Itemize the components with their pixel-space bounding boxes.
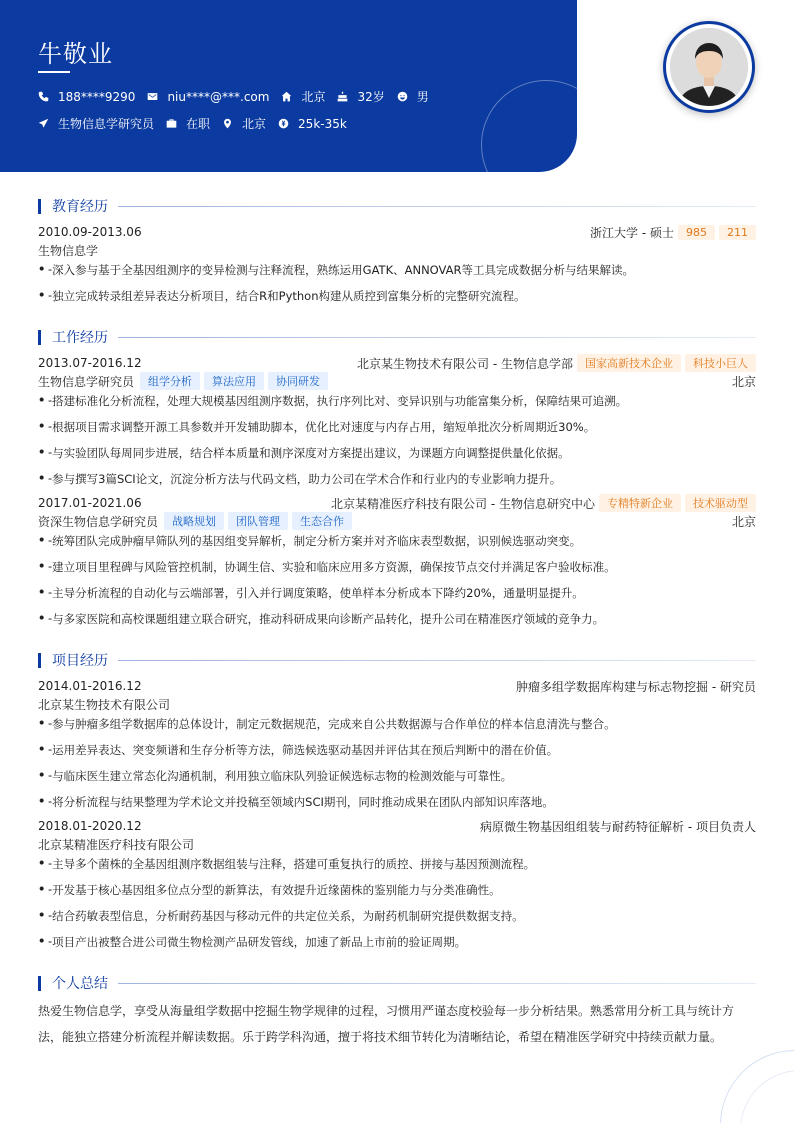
project-company-row	[38, 695, 756, 713]
phone-text: 188****9290	[58, 89, 136, 104]
avatar-photo	[670, 28, 748, 106]
skill-tag: 组学分析	[140, 372, 200, 390]
education-header-row	[38, 223, 756, 241]
gender-item	[397, 88, 429, 105]
candidate-name: 牛敬业	[38, 40, 113, 68]
list-item: • - 与临床医生建立常态化沟通机制，利用独立临床队列验证候选标志物的检测效能与可靠性。	[38, 768, 513, 783]
avatar	[663, 21, 755, 113]
list-item: • - 根据项目需求调整开源工具参数并开发辅助脚本，优化比对速度与内存占用，缩短单批次分析周期近30%。	[38, 419, 596, 434]
project-period: 2014.01-2016.12	[38, 679, 142, 693]
work-city: 北京	[731, 514, 756, 529]
name-underline	[38, 71, 70, 73]
project-company: 北京某精准医疗科技有限公司	[38, 837, 195, 852]
section-title-education: 教育经历	[52, 199, 108, 215]
section-summary	[38, 973, 756, 993]
section-bar	[38, 330, 41, 345]
target-city-item	[222, 115, 266, 132]
section-project	[38, 650, 756, 670]
bullet-text: 运用差异表达、突变频谱和生存分析等方法，筛选候选驱动基因并评估其在预后判断中的潜在价值。	[52, 743, 559, 757]
bullet-text: 结合药敏表型信息，分析耐药基因与移动元件的共定位关系，为耐药机制研究提供数据支持。	[52, 909, 524, 923]
project-name-role: 病原微生物基因组组装与耐药特征解析 - 项目负责人	[480, 819, 756, 834]
education-major-row	[38, 241, 756, 259]
list-item: • - 与实验团队每周同步进展，结合样本质量和测序深度对方案提出建议，为课题方向调整提供量化依据。	[38, 445, 570, 460]
project-header-row	[38, 817, 756, 835]
work-period: 2017.01-2021.06	[38, 496, 142, 510]
list-item: • - 参与撰写3篇SCI论文，沉淀分析方法与代码文档，助力公司在学术合作和行业内的专业影响力提升。	[38, 471, 562, 486]
company-tag: 技术驱动型	[685, 494, 756, 512]
target-city-text: 北京	[242, 117, 267, 131]
work-company: 北京某生物技术有限公司 - 生物信息学部	[357, 356, 573, 371]
bullet-text: 参与撰写3篇SCI论文，沉淀分析方法与代码文档，助力公司在学术合作和行业内的专业影响力提升。	[52, 472, 562, 486]
section-divider	[118, 337, 756, 338]
list-item: • - 将分析流程与结果整理为学术论文并投稿至领域内SCI期刊，同时推动成果在团队内部知识库落地。	[38, 794, 554, 809]
project-name-role: 肿瘤多组学数据库构建与标志物挖掘 - 研究员	[516, 679, 756, 694]
section-title-work: 工作经历	[52, 330, 108, 346]
decorative-ring	[481, 80, 577, 172]
bullet-text: 与多家医院和高校课题组建立联合研究，推动科研成果向诊断产品转化，提升公司在精准医疗领域的竞争力。	[52, 612, 605, 626]
work-title-row	[38, 372, 756, 390]
age-item	[337, 88, 384, 105]
summary-line: 热爱生物信息学，享受从海量组学数据中挖掘生物学规律的过程，习惯用严谨态度校验每一步分析结果。熟悉常用分析工具与统计方	[38, 1004, 735, 1018]
work-company: 北京某精准医疗科技有限公司 - 生物信息研究中心	[331, 496, 595, 511]
bullet-text: 参与肿瘤多组学数据库的总体设计，制定元数据规范，完成来自公共数据源与合作单位的样本信息清洗与整合。	[52, 717, 616, 731]
work-title-row	[38, 512, 756, 530]
city-text: 北京	[301, 90, 326, 104]
section-bar	[38, 199, 41, 214]
bullet-text: 与实验团队每周同步进展，结合样本质量和测序深度对方案提出建议，为课题方向调整提供量化依据。	[52, 446, 570, 460]
bullet-text: 根据项目需求调整开源工具参数并开发辅助脚本，优化比对速度与内存占用，缩短单批次分析周期近30%。	[52, 420, 596, 434]
list-item: • - 搭建标准化分析流程，处理大规模基因组测序数据，执行序列比对、变异识别与功能富集分析，保障结果可追溯。	[38, 393, 628, 408]
project-period: 2018.01-2020.12	[38, 819, 142, 833]
company-tag: 科技小巨人	[685, 354, 756, 372]
work-header-row	[38, 494, 756, 512]
salary-item	[278, 117, 347, 131]
bullet-text: 搭建标准化分析流程，处理大规模基因组测序数据，执行序列比对、变异识别与功能富集分析，保障结果可追溯。	[52, 394, 628, 408]
section-divider	[118, 206, 756, 207]
education-tag-211: 211	[719, 225, 756, 240]
section-education	[38, 196, 756, 216]
section-divider	[118, 660, 756, 661]
list-item: • - 主导分析流程的自动化与云端部署，引入并行调度策略，使单样本分析成本下降约20%，通量明显提升。	[38, 585, 584, 600]
project-company: 北京某生物技术有限公司	[38, 697, 171, 712]
list-item: • - 建立项目里程碑与风险管控机制，协调生信、实验和临床应用多方资源，确保按节点交付并满足客户验收标准。	[38, 559, 616, 574]
section-bar	[38, 976, 41, 991]
header-banner	[0, 0, 577, 172]
bullet-text: 深入参与基于全基因组测序的变异检测与注释流程，熟练运用GATK、ANNOVAR等工具完成数据分析与结果解读。	[52, 263, 635, 277]
bullet-text: 主导分析流程的自动化与云端部署，引入并行调度策略，使单样本分析成本下降约20%，通量明显提升。	[52, 586, 584, 600]
list-item: • - 主导多个菌株的全基因组测序数据组装与注释，搭建可重复执行的质控、拼接与基因预测流程。	[38, 856, 536, 871]
section-bar	[38, 653, 41, 668]
job-intent-row	[38, 115, 359, 132]
bullet-text: 主导多个菌株的全基因组测序数据组装与注释，搭建可重复执行的质控、拼接与基因预测流程。	[52, 857, 536, 871]
skill-tag: 协同研发	[268, 372, 328, 390]
section-title-summary: 个人总结	[52, 976, 108, 992]
work-city: 北京	[731, 374, 756, 389]
mail-icon	[147, 91, 158, 102]
bullet-text: 与临床医生建立常态化沟通机制，利用独立临床队列验证候选标志物的检测效能与可靠性。	[52, 769, 513, 783]
location-pin-icon	[222, 118, 233, 129]
list-item: • - 项目产出被整合进公司微生物检测产品研发管线，加速了新品上市前的验证周期。	[38, 934, 467, 949]
project-header-row	[38, 677, 756, 695]
status-item	[166, 115, 210, 132]
list-item: • - 深入参与基于全基因组测序的变异检测与注释流程，熟练运用GATK、ANNOVAR等工具完成数据分析与结果解读。	[38, 262, 635, 277]
skill-tag: 算法应用	[204, 372, 264, 390]
list-item: • - 统筹团队完成肿瘤早筛队列的基因组变异解析，制定分析方案并对齐临床表型数据，识别候选驱动突变。	[38, 533, 582, 548]
smile-icon	[397, 91, 408, 102]
city-item	[281, 88, 325, 105]
list-item: • - 结合药敏表型信息，分析耐药基因与移动元件的共定位关系，为耐药机制研究提供数据支持。	[38, 908, 524, 923]
education-school: 浙江大学 - 硕士	[590, 225, 674, 240]
email-item	[147, 90, 269, 104]
skill-tag: 生态合作	[292, 512, 352, 530]
age-text: 32岁	[357, 90, 385, 104]
list-item: • - 参与肿瘤多组学数据库的总体设计，制定元数据规范，完成来自公共数据源与合作单位的样本信息清洗与整合。	[38, 716, 616, 731]
position-item	[38, 115, 154, 132]
bullet-text: 开发基于核心基因组多位点分型的新算法，有效提升近缘菌株的鉴别能力与分类准确性。	[52, 883, 501, 897]
skill-tag: 团队管理	[228, 512, 288, 530]
email-text: niu****@***.com	[167, 89, 270, 104]
work-title: 资深生物信息学研究员	[38, 514, 159, 529]
home-icon	[281, 91, 292, 102]
bullet-text: 统筹团队完成肿瘤早筛队列的基因组变异解析，制定分析方案并对齐临床表型数据，识别候选驱动突变。	[52, 534, 582, 548]
project-company-row	[38, 835, 756, 853]
company-tag: 专精特新企业	[599, 494, 681, 512]
section-work	[38, 327, 756, 347]
skill-tag: 战略规划	[164, 512, 224, 530]
education-major: 生物信息学	[38, 243, 99, 258]
bullet-text: 独立完成转录组差异表达分析项目，结合R和Python构建从质控到富集分析的完整研究流程。	[52, 289, 526, 303]
education-tag-985: 985	[678, 225, 715, 240]
list-item: • - 开发基于核心基因组多位点分型的新算法，有效提升近缘菌株的鉴别能力与分类准确性。	[38, 882, 501, 897]
person-photo-icon	[670, 28, 748, 106]
summary-paragraph	[38, 998, 738, 1050]
money-icon	[278, 118, 289, 129]
education-period: 2010.09-2013.06	[38, 225, 142, 239]
list-item: • - 运用差异表达、突变频谱和生存分析等方法，筛选候选驱动基因并评估其在预后判断中的潜在价值。	[38, 742, 559, 757]
summary-line: 法，能独立搭建分析流程并解读数据。乐于跨学科沟通，擅于将技术细节转化为清晰结论，希望在精准医学研究中持续贡献力量。	[38, 1030, 723, 1044]
send-icon	[38, 118, 49, 129]
bullet-text: 将分析流程与结果整理为学术论文并投稿至领域内SCI期刊，同时推动成果在团队内部知识库落地。	[52, 795, 554, 809]
bullet-text: 项目产出被整合进公司微生物检测产品研发管线，加速了新品上市前的验证周期。	[52, 935, 467, 949]
briefcase-icon	[166, 118, 177, 129]
company-tag: 国家高新技术企业	[577, 354, 681, 372]
gender-text: 男	[416, 90, 429, 104]
position-text: 生物信息学研究员	[58, 117, 155, 131]
phone-item	[38, 90, 135, 104]
list-item: • - 与多家医院和高校课题组建立联合研究，推动科研成果向诊断产品转化，提升公司在精准医疗领域的竞争力。	[38, 611, 605, 626]
cake-icon	[337, 91, 348, 102]
bullet-text: 建立项目里程碑与风险管控机制，协调生信、实验和临床应用多方资源，确保按节点交付并满足客户验收标准。	[52, 560, 616, 574]
work-period: 2013.07-2016.12	[38, 356, 142, 370]
phone-icon	[38, 91, 49, 102]
work-title: 生物信息学研究员	[38, 374, 135, 389]
work-header-row	[38, 354, 756, 372]
salary-text: 25k-35k	[298, 116, 347, 131]
section-title-project: 项目经历	[52, 653, 108, 669]
section-divider	[118, 983, 756, 984]
status-text: 在职	[186, 117, 211, 131]
list-item: • - 独立完成转录组差异表达分析项目，结合R和Python构建从质控到富集分析的完整研究流程。	[38, 288, 526, 303]
contact-row	[38, 88, 441, 105]
